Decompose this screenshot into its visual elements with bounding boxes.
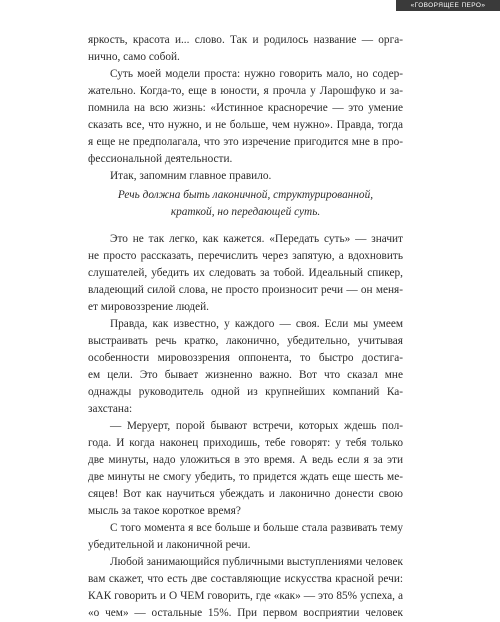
text-line: Суть моей модели проста: нужно говорить мало, но содер- xyxy=(110,68,403,80)
text-line: КАК говорить и О ЧЕМ говорить, где «как» — это 85% успеха, а xyxy=(88,590,403,602)
text-line: слушателей, убедить их следовать за тобой. Идеальный спикер, xyxy=(88,267,403,279)
text-line: не просто рассказать, перечислить через запятую, а вдохновить xyxy=(88,250,403,262)
text-line: Правда, как известно, у каждого — своя. Если мы умеем xyxy=(110,318,403,330)
text-line: сяцев! Вот как научиться убеждать и лаконично донести свою xyxy=(88,488,403,500)
text-line: убедительной и лаконичной речи. xyxy=(88,539,251,551)
text-line: С того момента я все больше и больше стала развивать тему xyxy=(110,522,403,534)
text-line: две минуты, надо уложиться в это время. А ведь если я за эти xyxy=(88,454,403,466)
text-line: сказать все, что нужно, и не больше, чем нужно». Правда, тогда xyxy=(88,119,403,131)
text-line: фессиональной деятельности. xyxy=(88,153,233,165)
text-line: вам скажет, что есть две составляющие искусства красной речи: xyxy=(88,573,403,585)
text-line: Итак, запомним главное правило. xyxy=(110,170,272,182)
key-rule-callout xyxy=(88,187,403,221)
running-header-title: «ГОВОРЯЩЕЕ ПЕРО» xyxy=(410,2,486,9)
callout-line: краткой, но передающей суть. xyxy=(170,206,321,218)
text-line: ет мировоззрение людей. xyxy=(88,301,209,313)
text-line: нично, само собой. xyxy=(88,51,180,63)
text-line: владеющий силой слова, не просто произносит речи — он меня- xyxy=(88,284,403,296)
text-line: Любой занимающийся публичными выступлениями человек xyxy=(110,556,403,568)
text-line: ем цели. Это бывает жизненно важно. Вот что сказал мне xyxy=(88,369,403,381)
text-line: захстана: xyxy=(88,403,133,415)
text-block-main xyxy=(88,231,403,622)
text-line: я еще не предполагала, что это изречение пригодится мне в про- xyxy=(88,136,403,148)
text-line: выстраивать речь кратко, лаконично, убедительно, учитывая xyxy=(88,335,403,347)
text-line: — Меруерт, порой бывают встречи, которых ждешь пол- xyxy=(110,420,403,432)
text-line: жательно. Когда-то, еще в юности, я прочла у Ларошфуко и за- xyxy=(88,85,403,97)
text-line: яркость, красота и... слово. Так и родилось название — орга- xyxy=(88,34,403,46)
text-block-intro xyxy=(88,32,403,185)
callout-line: Речь должна быть лаконичной, структурированной, xyxy=(117,189,374,201)
text-line: Это не так легко, как кажется. «Передать суть» — значит xyxy=(110,233,403,245)
text-line: однажды руководитель одной из крупнейших компаний Ка- xyxy=(88,386,403,398)
text-line: помнила на всю жизнь: «Истинное красноречие — это умение xyxy=(88,102,403,114)
text-line: года. И когда наконец приходишь, тебе говорят: у тебя только xyxy=(88,437,403,449)
text-line: мысль за такое короткое время? xyxy=(88,505,241,517)
text-line: «о чем» — остальные 15%. При первом восприятии человек xyxy=(88,607,403,619)
text-line: две минуты не смогу убедить, то придется ждать еще шесть ме- xyxy=(88,471,403,483)
text-line: особенности мировоззрения оппонента, то быстро достига- xyxy=(88,352,403,364)
running-header-tab xyxy=(396,0,500,11)
